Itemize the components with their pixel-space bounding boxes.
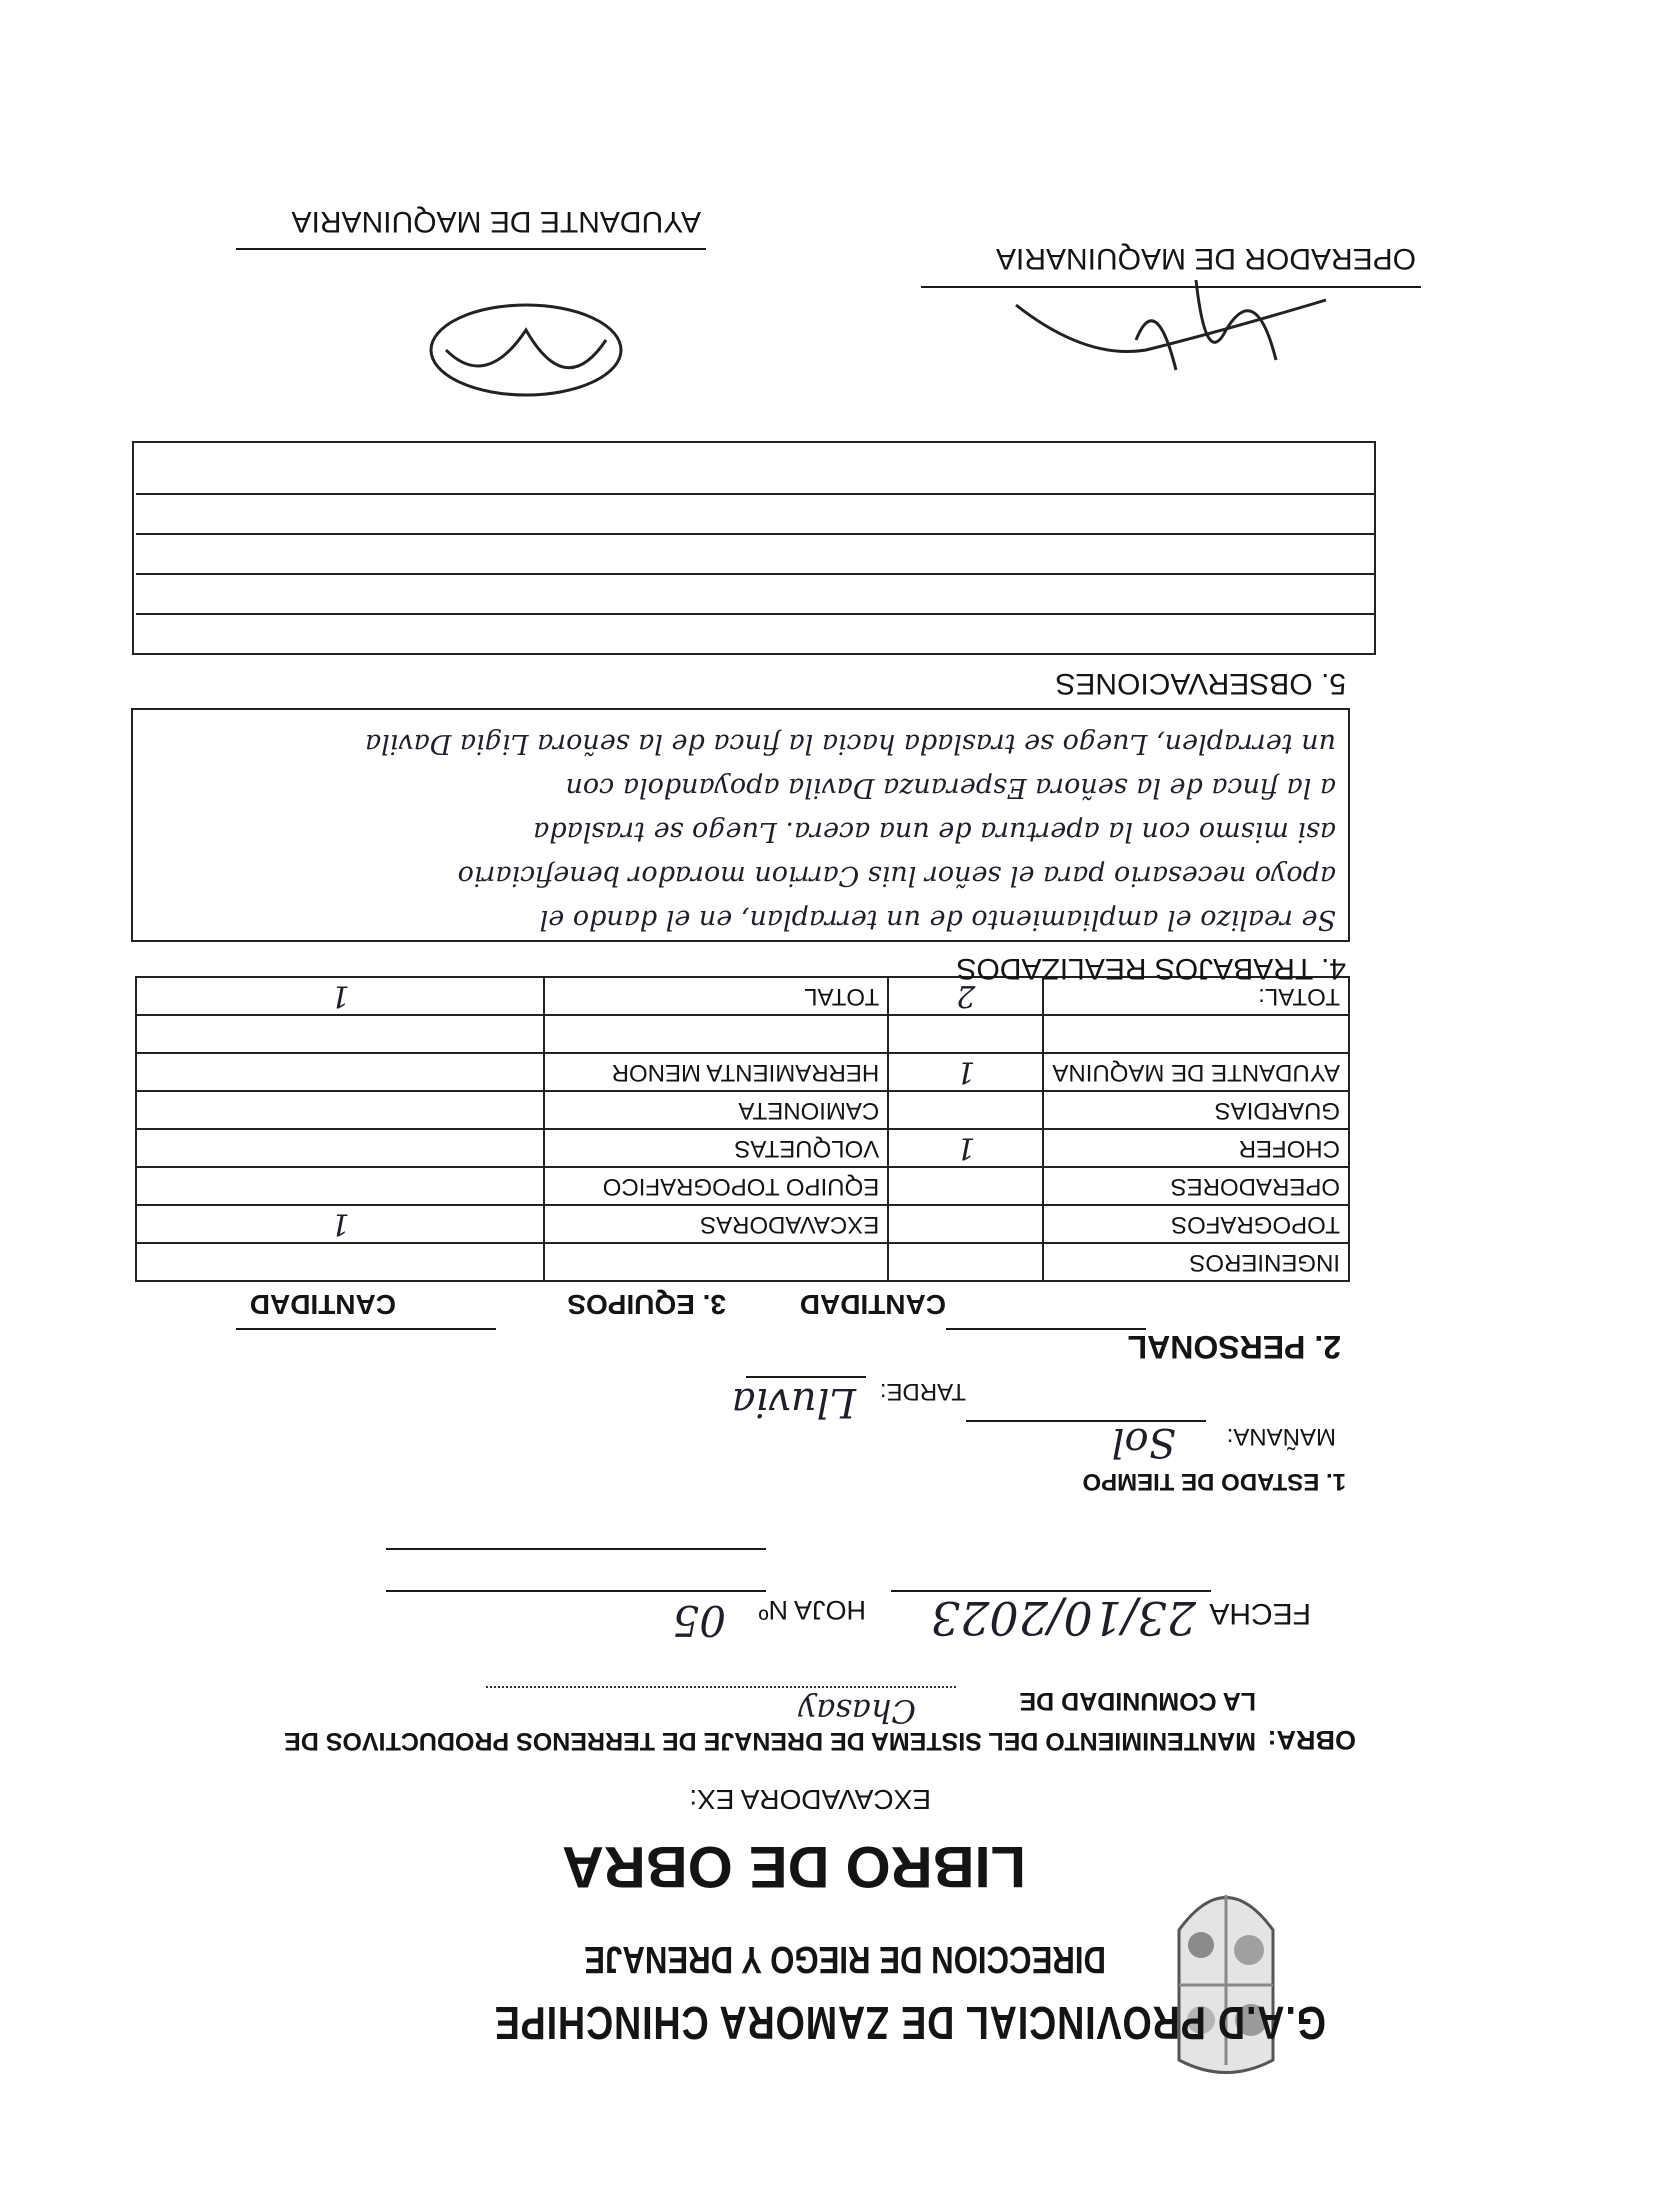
equipo-qty-cell bbox=[136, 1053, 544, 1091]
personal-equipos-table bbox=[135, 976, 1350, 1282]
obs-line-1 bbox=[136, 613, 1376, 615]
fecha-label: FECHA bbox=[1209, 1597, 1311, 1630]
personal-line-right bbox=[236, 1328, 496, 1330]
ayudante-signature-icon bbox=[406, 280, 646, 420]
equipo-cell: VOLQUETAS bbox=[544, 1129, 888, 1167]
obra-text-line1: MANTENIMIENTO DEL SISTEMA DE DRENAJE DE TERRENOS PRODUCTIVOS DE bbox=[284, 1727, 1256, 1755]
trabajos-line: un terraplen, Luego se traslada hacia la finca de la señora Ligia Davila bbox=[365, 728, 1336, 759]
equipo-qty-cell bbox=[136, 1091, 544, 1129]
cantidad2-header: CANTIDAD bbox=[249, 1289, 396, 1320]
trabajos-line: a la finca de la señora Esperanza Davila apoyandola con bbox=[565, 772, 1336, 803]
personal-role-cell bbox=[1043, 1015, 1349, 1053]
table-row bbox=[136, 1129, 1349, 1167]
table-row bbox=[136, 1205, 1349, 1243]
table-row bbox=[136, 1053, 1349, 1091]
personal-role-cell: OPERADORES bbox=[1043, 1167, 1349, 1205]
equipo-cell: EQUIPO TOPOGRAFICO bbox=[544, 1167, 888, 1205]
equipo-qty-cell bbox=[136, 1167, 544, 1205]
tarde-label: TARDE: bbox=[879, 1378, 966, 1405]
equipo-cell: EXCAVADORAS bbox=[544, 1205, 888, 1243]
document-title: LIBRO DE OBRA bbox=[562, 1834, 1026, 1899]
personal-role-cell: GUARDIAS bbox=[1043, 1091, 1349, 1129]
tarde-value: Lluvia bbox=[731, 1379, 856, 1425]
hoja-value: 05 bbox=[672, 1596, 726, 1645]
obs-line-2 bbox=[136, 573, 1376, 575]
personal-role-cell: TOTAL: bbox=[1043, 977, 1349, 1015]
equipo-cell bbox=[544, 1243, 888, 1281]
table-row bbox=[136, 1091, 1349, 1129]
personal-qty-cell bbox=[888, 1243, 1043, 1281]
excavadora-label: EXCAVADORA EX: bbox=[689, 1784, 931, 1815]
obs-line-4 bbox=[136, 493, 1376, 495]
department-name: DIRECCION DE RIEGO Y DRENAJE bbox=[584, 1938, 1106, 1980]
personal-qty-cell: 1 bbox=[888, 1053, 1043, 1091]
equipo-qty-cell bbox=[136, 1129, 544, 1167]
observaciones-heading: 5. OBSERVACIONES bbox=[1055, 667, 1346, 700]
table-row bbox=[136, 1015, 1349, 1053]
trabajos-line: Se realizo el ampliamiento de un terraplan, en el dando el bbox=[539, 904, 1336, 935]
obra-label: OBRA: bbox=[1267, 1725, 1356, 1755]
institution-name: G.A.D PROVINCIAL DE ZAMORA CHINCHIPE bbox=[493, 1997, 1326, 2049]
operador-signature-icon bbox=[986, 260, 1346, 390]
equipo-qty-cell: 1 bbox=[136, 977, 544, 1015]
manana-value: Sol bbox=[1111, 1419, 1176, 1465]
trabajos-line: asi mismo con la apertura de una acera. Luego se traslada bbox=[533, 816, 1336, 847]
hoja-label: HOJA Nº bbox=[758, 1595, 866, 1625]
personal-role-cell: INGENIEROS bbox=[1043, 1243, 1349, 1281]
extra-line bbox=[386, 1548, 766, 1550]
ayudante-line bbox=[236, 248, 706, 250]
operador-line bbox=[921, 286, 1421, 288]
personal-qty-cell bbox=[888, 1091, 1043, 1129]
personal-heading: 2. PERSONAL bbox=[1127, 1329, 1341, 1365]
personal-qty-cell bbox=[888, 1205, 1043, 1243]
manana-label: MAÑANA: bbox=[1226, 1423, 1336, 1450]
personal-qty-cell bbox=[888, 1015, 1043, 1053]
observaciones-box bbox=[132, 441, 1376, 655]
equipo-qty-cell: 1 bbox=[136, 1205, 544, 1243]
equipo-cell: TOTAL bbox=[544, 977, 888, 1015]
operador-label: OPERADOR DE MAQUINARIA bbox=[995, 242, 1416, 275]
personal-role-cell: TOPOGRAFOS bbox=[1043, 1205, 1349, 1243]
trabajos-heading: 4. TRABAJOS REALIZADOS bbox=[956, 952, 1346, 985]
trabajos-line: apoyo necesario para el señor luis Carrion morador beneficiario bbox=[457, 860, 1336, 891]
community-dotted-line bbox=[486, 1686, 956, 1688]
equipo-qty-cell bbox=[136, 1015, 544, 1053]
cantidad-header: CANTIDAD bbox=[799, 1289, 946, 1320]
community-value: Chasay bbox=[798, 1692, 916, 1730]
personal-qty-cell: 2 bbox=[888, 977, 1043, 1015]
table-row bbox=[136, 1243, 1349, 1281]
personal-qty-cell bbox=[888, 1167, 1043, 1205]
equipo-cell: CAMIONETA bbox=[544, 1091, 888, 1129]
ayudante-label: AYUDANTE DE MAQUINARIA bbox=[291, 205, 701, 238]
equipo-cell: HERRAMIENTA MENOR bbox=[544, 1053, 888, 1091]
hoja-line bbox=[386, 1590, 766, 1592]
tiempo-heading: 1. ESTADO DE TIEMPO bbox=[1082, 1468, 1346, 1495]
personal-line bbox=[946, 1328, 1146, 1330]
tarde-line bbox=[746, 1376, 866, 1378]
personal-qty-cell: 1 bbox=[888, 1129, 1043, 1167]
obra-text-line2: LA COMUNIDAD DE bbox=[1019, 1687, 1256, 1715]
personal-role-cell: CHOFER bbox=[1043, 1129, 1349, 1167]
obs-line-3 bbox=[136, 533, 1376, 535]
equipo-cell bbox=[544, 1015, 888, 1053]
table-row bbox=[136, 1167, 1349, 1205]
equipo-qty-cell bbox=[136, 1243, 544, 1281]
personal-role-cell: AYUDANTE DE MAQUINA bbox=[1043, 1053, 1349, 1091]
fecha-value: 23/10/2023 bbox=[930, 1591, 1196, 1645]
equipos-header: 3. EQUIPOS bbox=[567, 1289, 726, 1320]
